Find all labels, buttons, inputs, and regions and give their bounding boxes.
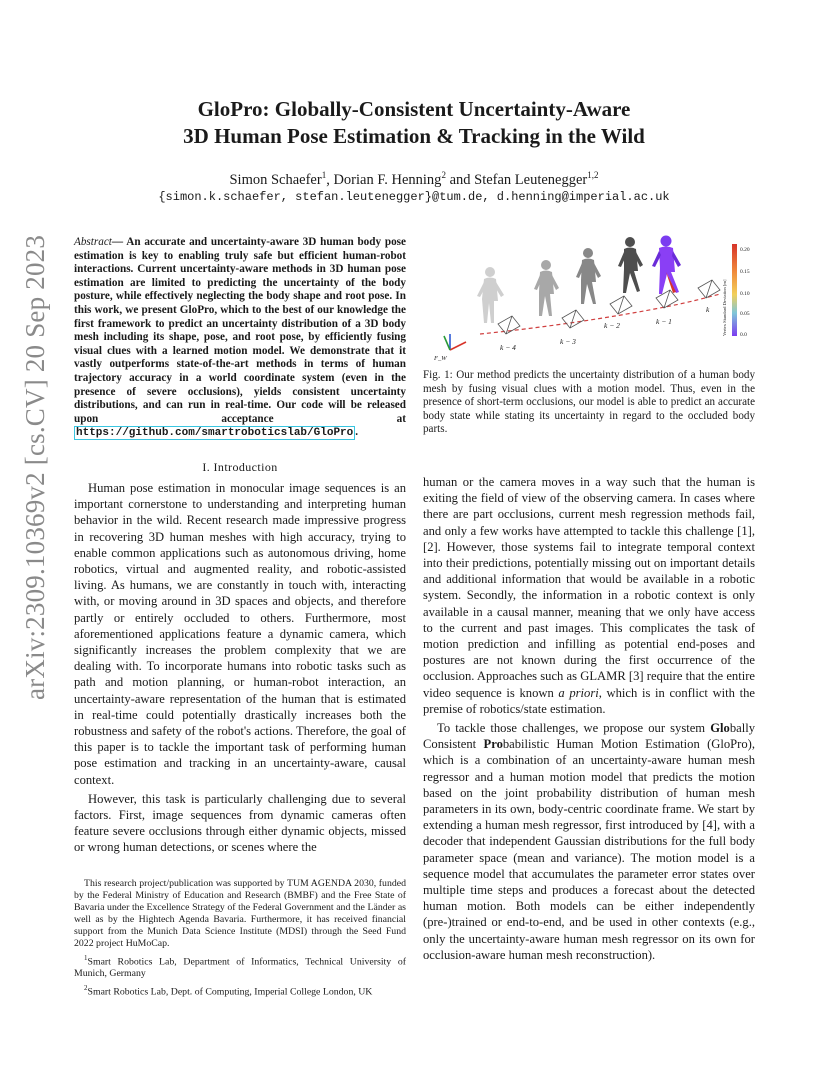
frame-label-k: k bbox=[706, 305, 710, 314]
human-mesh-k-2 bbox=[576, 248, 601, 304]
figure-1 bbox=[420, 232, 760, 367]
paragraph: Human pose estimation in monocular image sequences is an important cornerstone to understanding and interpreting human behavior in the wild. Recent research made impressive progress in recovering 3D human meshes with high accuracy, trying to enable common applications such as autonomous driving, home robotics, virtual and augmented reality, and robotic-assisted living. As humans, we are constantly in touch with, interacting with, or moving around in 3D spaces and objects, and therefore partly or entirely occluded to others. Furthermore, most aforementioned applications feature a dynamic camera, which significantly increases the problem complexity that we are dealing with. To incorporate humans into robotic tasks such as path and motion planning, or human-robot interaction, an uncertainty-aware representation of the human that is estimated in real-time could potentially drastically increases both the robustness and safety of the robot's actions. Therefore, the goal of this paper is to tackle the important task of performing human pose estimation and tracking in an uncertainty-aware, causal context. bbox=[74, 481, 406, 787]
abstract-end: . bbox=[355, 426, 359, 439]
affiliation-footnote-2: $^2$Smart Robotics Lab, Dept. of Computing, Imperial College London, UK bbox=[84, 984, 373, 998]
author-list bbox=[80, 170, 748, 189]
section-heading-introduction: I. Introduction bbox=[202, 460, 278, 474]
human-mesh-k-4 bbox=[477, 267, 504, 323]
footnotes bbox=[74, 878, 406, 1001]
left-column-body bbox=[74, 480, 406, 856]
colorbar-tick: 0.20 bbox=[740, 247, 750, 253]
author-1-affiliation: 1 bbox=[321, 170, 327, 180]
author-separator: and bbox=[445, 171, 475, 188]
abstract-lead: Abstract bbox=[74, 236, 112, 248]
colorbar bbox=[732, 244, 737, 336]
frame-label-k-3: k − 3 bbox=[560, 337, 576, 346]
frame-label-k-2: k − 2 bbox=[604, 321, 620, 330]
figure-1-caption: Fig. 1: Our method predicts the uncertainty distribution of a human body mesh by fusing visual clues with a motion model. Thus, even in the presence of short-term occlusions, our model is able to predict an accurate body state while stating its uncertainty in regard to the occluded body parts. bbox=[423, 369, 755, 436]
author-2: Dorian F. Henning bbox=[333, 171, 442, 188]
author-2-affiliation: 2 bbox=[441, 170, 446, 180]
author-emails: {simon.k.schaefer, stefan.leutenegger}@tum.de, d.henning@imperial.ac.uk bbox=[158, 190, 670, 204]
colorbar-title: Vertex Standard Deviation [m] bbox=[722, 279, 727, 336]
frame-label-k-4: k − 4 bbox=[500, 343, 516, 352]
human-mesh-k-3 bbox=[534, 260, 559, 316]
author-separator: , bbox=[326, 171, 334, 188]
acronym-bold: Pro bbox=[483, 737, 503, 752]
world-frame-axes bbox=[444, 334, 466, 350]
abstract bbox=[74, 236, 406, 441]
right-column-body bbox=[423, 474, 755, 963]
human-mesh-k-1 bbox=[618, 237, 643, 293]
figure-1-graphic bbox=[420, 232, 760, 367]
footnote-mark: 2 bbox=[84, 984, 88, 993]
paragraph: human or the camera moves in a way such that the human is exiting the field of view of the observing camera. In cases where there are part occlusions, current mesh regression methods fail, and only a few works have attempted to tackle this challenge [1], [2]. However, those systems fail to integrate temporal context into their predictions, potentially missing out on important details and additional information that would be available in a robotic system. Secondly, the information in a robotic context is only available in a causal manner, meaning that we only have access to the current and past images. This complicates the task of motion prediction and infilling as potential end-poses and postures are not known during the first occurrence of the occlusion. Approaches such as GLAMR [3] require that the entire video sequence is known a priori, which is in conflict with the premise of robotics/state estimation. bbox=[423, 475, 755, 716]
title-line-1: GloPro: Globally-Consistent Uncertainty-Aware bbox=[197, 97, 631, 121]
code-repository-link[interactable]: https://github.com/smartroboticslab/GloPro bbox=[76, 427, 354, 440]
author-3-affiliation: 1,2 bbox=[587, 170, 599, 180]
acronym-bold: Glo bbox=[710, 721, 730, 736]
colorbar-tick: 0.15 bbox=[740, 269, 750, 275]
title-line-2: 3D Human Pose Estimation & Tracking in the Wild bbox=[183, 124, 645, 148]
world-frame-label: F_W bbox=[434, 355, 447, 362]
italic-term: a priori bbox=[558, 685, 599, 700]
body-frame-k-3 bbox=[562, 310, 584, 328]
paragraph: However, this task is particularly challenging due to several factors. First, image sequences from dynamic cameras often feature severe occlusions through either dynamic objects, missed or wrong human detections, or scenes where the bbox=[74, 791, 406, 855]
paragraph: To tackle those challenges, we propose our system Globally Consistent Probabilistic Human Motion Estimation (GloPro), which is a combination of an uncertainty-aware human mesh regressor and a human motion model that predicts the motion based on the joint probability distribution of human mesh parameters in its own, body-centric coordinate frame. We start by extending a human mesh regressor, first introduced by [4], with a decoder that independent Gaussian distributions for the full body parameter space (mean and variance). The motion model is a sequence model that accumulates the parameter error states over multiple time steps and produces a forecast about the detected human motion. Both models can be either independently (pre-)trained or end-to-end, and be used in other contexts (e.g., only the uncertainty-aware human mesh regressor on its own for occlusion-aware human mesh reconstruction). bbox=[423, 721, 756, 962]
footnote-mark: 1 bbox=[84, 954, 88, 962]
funding-footnote: This research project/publication was supported by TUM AGENDA 2030, funded by the Federal Ministry of Education and Research (BMBF) and the Free State of Bavaria under the Excellence Strategy of the Federal Government and the Länder as well as by the Hightech Agenda Bavaria. Furthermore, it has received financial support from the Munich Data Science Institute (MDSI) through the Seed Fund 2022 project HuMoCap. bbox=[74, 878, 406, 949]
arxiv-identifier: arXiv:2309.10369v2 [cs.CV] 20 Sep 2023 bbox=[20, 234, 50, 700]
author-3: Stefan Leutenegger bbox=[474, 171, 588, 188]
paper-title bbox=[80, 96, 748, 150]
colorbar-tick: 0.0 bbox=[740, 332, 747, 338]
colorbar-tick: 0.05 bbox=[740, 311, 750, 317]
colorbar-tick: 0.10 bbox=[740, 291, 750, 297]
affiliation-footnote-1: $^1$Smart Robotics Lab, Department of Informatics, Technical University of Munich, Germany bbox=[74, 954, 406, 980]
author-1: Simon Schaefer bbox=[229, 171, 322, 188]
human-mesh-k bbox=[652, 236, 681, 295]
frame-label-k-1: k − 1 bbox=[656, 317, 672, 326]
abstract-text: — An accurate and uncertainty-aware 3D human body pose estimation is key to enabling truly safe but efficient human-robot interactions. Current uncertainty-aware methods in 3D human pose estimation are limited to predicting the uncertainty of the body posture, while effectively neglecting the body shape and root pose. In this work, we present GloPro, which to the best of our knowledge the first framework to predict an uncertainty distribution of a 3D body mesh including its shape, pose, and root pose, by efficiently fusing visual clues with a learned motion model. We demonstrate that it vastly outperforms state-of-the-art methods in terms of human trajectory accuracy in a world coordinate system (even in the presence of severe occlusions), yields consistent uncertainty distributions, and can run in real-time. Our code will be released upon acceptance at bbox=[74, 236, 406, 425]
body-frame-k-2 bbox=[610, 296, 632, 314]
